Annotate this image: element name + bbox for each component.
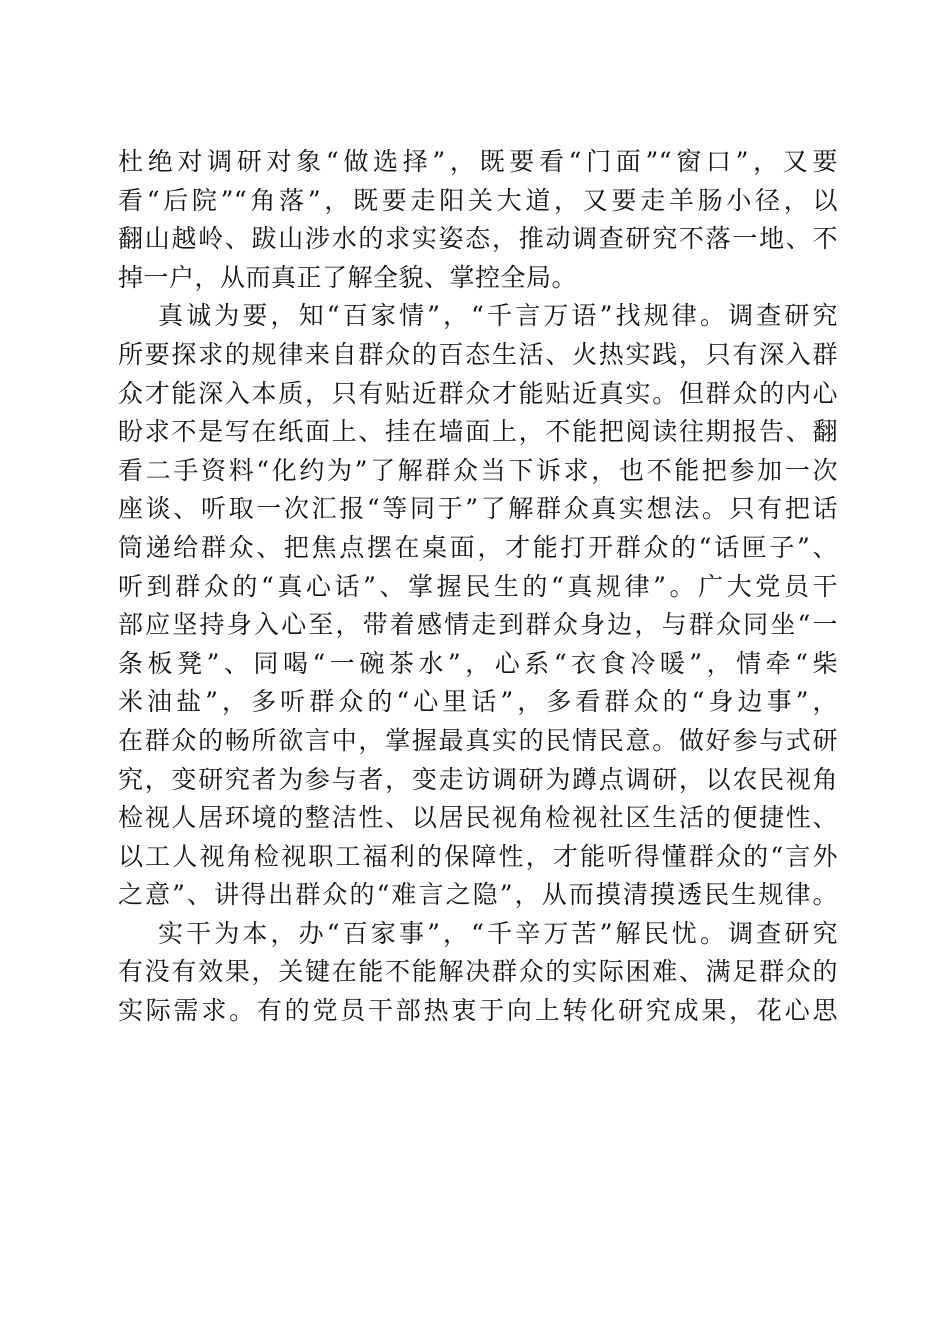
text-line: 条板凳”、同喝“一碗茶水”，心系“衣食冷暖”，情牵“柴 (118, 648, 838, 678)
text-line: 究，变研究者为参与者，变走访调研为蹲点调研，以农民视角 (118, 764, 838, 794)
text-line: 听到群众的“真心话”、掌握民生的“真规律”。广大党员干 (118, 571, 838, 601)
text-line: 以工人视角检视职工福利的保障性，才能听得懂群众的“言外 (118, 841, 838, 871)
text-line: 看“后院”“角落”，既要走阳关大道，又要走羊肠小径，以 (118, 185, 838, 215)
text-line: 掉一户，从而真正了解全貌、掌控全局。 (118, 262, 578, 292)
text-line: 筒递给群众、把焦点摆在桌面，才能打开群众的“话匣子”、 (118, 532, 838, 562)
text-line: 之意”、讲得出群众的“难言之隐”，从而摸清摸透民生规律。 (118, 880, 838, 910)
text-line: 众才能深入本质，只有贴近群众才能贴近真实。但群众的内心 (118, 378, 838, 408)
text-line: 杜绝对调研对象“做选择”，既要看“门面”“窗口”，又要 (118, 147, 838, 176)
text-line: 在群众的畅所欲言中，掌握最真实的民情民意。做好参与式研 (118, 725, 838, 755)
paragraph-start-line: 实干为本，办“百家事”，“千辛万苦”解民忧。调查研究 (158, 918, 838, 948)
text-line: 检视人居环境的整洁性、以居民视角检视社区生活的便捷性、 (118, 803, 838, 833)
paragraph-start-line: 真诚为要，知“百家情”，“千言万语”找规律。调查研究 (158, 301, 838, 331)
text-line: 米油盐”，多听群众的“心里话”，多看群众的“身边事”， (118, 687, 838, 717)
text-line: 部应坚持身入心至，带着感情走到群众身边，与群众同坐“一 (118, 610, 838, 640)
text-line: 实际需求。有的党员干部热衷于向上转化研究成果，花心思 (118, 996, 838, 1026)
text-line: 看二手资料“化约为”了解群众当下诉求，也不能把参加一次 (118, 455, 838, 485)
text-line: 盼求不是写在纸面上、挂在墙面上，不能把阅读往期报告、翻 (118, 417, 838, 447)
text-line: 座谈、听取一次汇报“等同于”了解群众真实想法。只有把话 (118, 494, 838, 524)
body-text (118, 143, 838, 1031)
text-line: 有没有效果，关键在能不能解决群众的实际困难、满足群众的 (118, 957, 838, 987)
text-line: 所要探求的规律来自群众的百态生活、火热实践，只有深入群 (118, 339, 838, 369)
text-line: 翻山越岭、跋山涉水的求实姿态，推动调查研究不落一地、不 (118, 224, 838, 254)
